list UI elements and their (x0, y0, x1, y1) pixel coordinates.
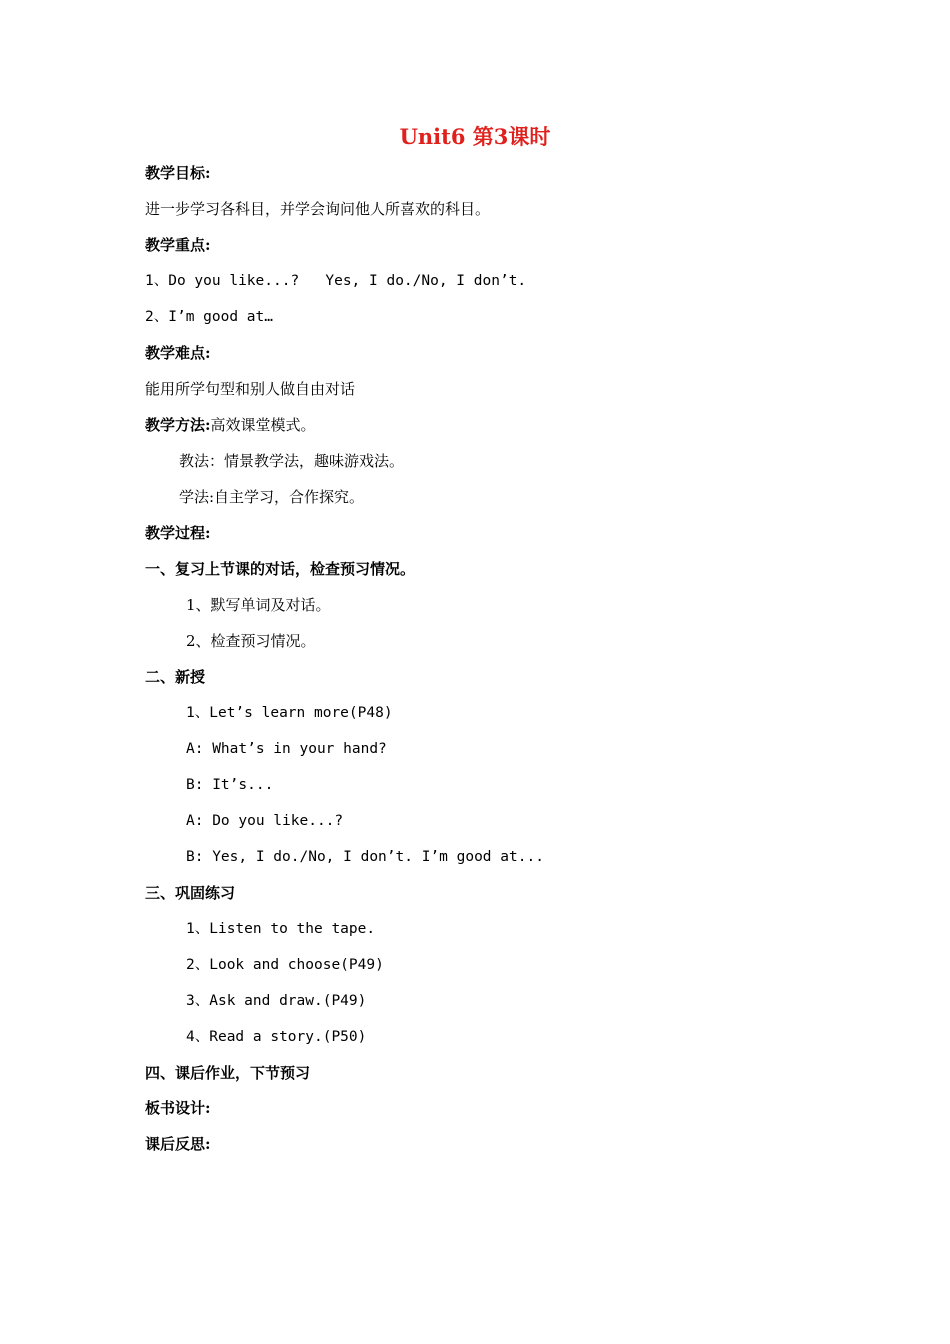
teaching-method: 教法：情景教学法，趣味游戏法。 (179, 452, 405, 470)
learning-method: 学法:自主学习，合作探究。 (179, 488, 365, 506)
reflection-heading: 课后反思: (145, 1135, 211, 1153)
board-design-heading: 板书设计: (145, 1099, 211, 1117)
section2-heading: 二、新授 (145, 668, 206, 686)
methods-text: 高效课堂模式。 (210, 416, 316, 434)
objectives-text: 进一步学习各科目，并学会询问他人所喜欢的科目。 (145, 200, 491, 218)
section3-item: 3、Ask and draw.(P49) (186, 993, 367, 1009)
objectives-heading: 教学目标: (145, 164, 211, 182)
section2-item: A: What’s in your hand? (186, 741, 387, 757)
key-points-heading: 教学重点: (145, 236, 211, 254)
process-heading: 教学过程: (145, 524, 211, 542)
section3-item: 2、Look and choose(P49) (186, 957, 384, 973)
key-point-item: 1、Do you like...? Yes, I do./No, I don’t. (145, 273, 527, 289)
page-title: Unit6 第3课时 (399, 124, 551, 149)
section4-heading: 四、课后作业，下节预习 (145, 1064, 311, 1082)
section3-item: 1、Listen to the tape. (186, 921, 376, 937)
methods-heading: 教学方法: (145, 416, 211, 434)
section3-item: 4、Read a story.(P50) (186, 1029, 367, 1045)
section2-item: B: Yes, I do./No, I don’t. I’m good at... (186, 849, 544, 865)
section2-item: 1、Let’s learn more(P48) (186, 705, 393, 721)
section1-heading: 一、复习上节课的对话，检查预习情况。 (145, 560, 416, 578)
difficulties-text: 能用所学句型和别人做自由对话 (145, 380, 356, 398)
section2-item: B: It’s... (186, 777, 274, 793)
difficulties-heading: 教学难点: (145, 344, 211, 362)
section1-item: 1、默写单词及对话。 (186, 596, 331, 614)
section3-heading: 三、巩固练习 (145, 884, 236, 902)
section1-item: 2、检查预习情况。 (186, 632, 316, 650)
section2-item: A: Do you like...? (186, 813, 344, 829)
methods-line (145, 414, 316, 436)
key-point-item: 2、I’m good at… (145, 309, 273, 325)
